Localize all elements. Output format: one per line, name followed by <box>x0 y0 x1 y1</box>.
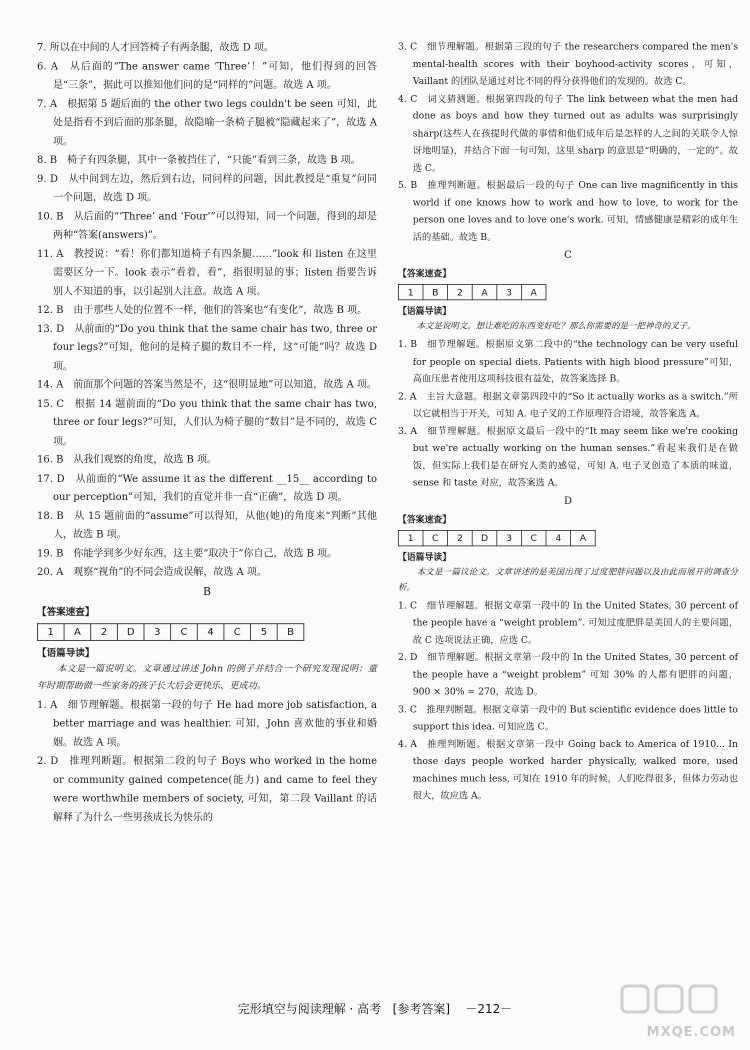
answer-explanation: 2. D 推理判断题。根据第二段的句子 Boys who worked in the home or community gained competence(能力) and came to feel they were worthwhile members of society, 可知，第二段 Vaillant 的话解释了为什么一些男孩成长为快乐的 <box>37 754 377 823</box>
passage-guide-text: 本文是一篇说明文。文章通过讲述 John 的例子并结合一个研究发现说明：童年时期帮助做一些家务的孩子长大后会更快乐、更成功。 <box>37 662 377 691</box>
answer-cell: D <box>117 623 144 640</box>
answer-cell: C <box>224 623 251 640</box>
section-heading-d: D <box>563 495 573 507</box>
answer-explanation: 9. D 从中间到左边，然后到右边，同问样的问题，因此教授是“重复”问同一个问题，故选 D 项。 <box>37 172 377 203</box>
answer-cell: 2 <box>91 623 118 640</box>
book-title: 完形填空与阅读理解 · 高考 <box>237 1002 382 1016</box>
answer-explanation: 1. A 细节理解题。根据第一段的句子 He had more job satisfaction, a better marriage and was healthier. 可知，John 喜欢他的事业和婚姻。故选 A 项。 <box>37 698 377 748</box>
answer-cell: 1 <box>37 623 64 640</box>
answer-explanation: 16. B 从我们观察的角度，故选 B 项。 <box>37 453 217 466</box>
answer-explanation: 8. B 椅子有四条腿，其中一条被挡住了，“只能”看到三条，故选 B 项。 <box>37 153 361 166</box>
watermark-text: MXQE.COM <box>646 1025 736 1040</box>
answer-explanation: 5. B 推理判断题。根据最后一段的句子 One can live magnificently in this world if one knows how to work and how to love, to work for the person one loves and to love one's work. 可知，情感健康是精彩的成年生活的基础。故选 B。 <box>398 179 738 243</box>
answer-cell: 2 <box>448 284 473 299</box>
answer-key-table-c <box>398 284 546 300</box>
answer-cell: C <box>171 623 198 640</box>
page-number: －212－ <box>465 1002 513 1016</box>
answer-explanation: 12. B 由于那些人处的位置不一样，他们的答案也“有变化”，故选 B 项。 <box>37 303 368 316</box>
answer-cell: 4 <box>546 530 571 545</box>
answer-explanation: 1. C 细节理解题。根据文章第一段中的 In the United States, 30 percent of the people have a “weight problem”. 可知过度肥胖是美国人的主要问题，故 C 选项说法正确，应选 C。 <box>398 599 738 646</box>
passage-guide-text: 本文是一篇议论文。文章讲述的是美国出现了过度肥胖问题以及由此而展开的调查分析。 <box>398 566 738 593</box>
answer-cell: D <box>472 530 497 545</box>
answer-cell: 3 <box>144 623 171 640</box>
answer-explanation: 2. A 主旨大意题。根据文章第四段中的“So it actually works as a switch.”所以它就相当于开关，可知 A. 电子叉的工作原理符合语境，故答案选 A。 <box>398 390 738 419</box>
section-heading-c: C <box>564 249 572 261</box>
answer-explanation: 3. C 推理判断题。根据文章第一段中的 But scientific evidence does little to support this idea. 可知应选 C。 <box>398 703 738 732</box>
answer-explanation: 2. D 细节理解题。根据文章第一段中的 In the United States, 30 percent of the people have a “weight problem” 可知 30% 的人都有肥胖的问题，900 × 30% = 270，故选 D。 <box>398 651 738 697</box>
answer-cell: 1 <box>398 284 423 299</box>
answer-explanation: 7. A 根据第 5 题后面的 the other two legs couldn't be seen 可知，此处是指看不到后面的那条腿，故隐喻一条椅子腿被“隐藏起来了”，故选 A 项。 <box>37 97 377 147</box>
answer-explanation: 6. A 从后面的“The answer came ‘Three’！”可知，他们得到的回答是“三条”，据此可以推知他们问的是“同样的”问题。故选 A 项。 <box>37 60 377 91</box>
answer-cell: 3 <box>497 530 522 545</box>
answer-cell: 5 <box>251 623 278 640</box>
passage-guide-text: 本文是说明文。想让难吃的东西变好吃？那么你需要的是一把神奇的叉子。 <box>416 320 696 331</box>
answer-key-label: 【答案速查】 <box>398 513 452 525</box>
answer-cell: B <box>423 284 448 299</box>
answer-explanation: 14. A 前面那个问题的答案当然是不，这“很明显地”可以知道，故选 A 项。 <box>37 378 377 391</box>
answer-explanation: 3. C 细节理解题。根据第三段的句子 the researchers compared the men's mental-health scores with their boyhood-activity scores，可知，Vaillant 的团队是通过对比不同的得分获得他们的发现的。故选 C。 <box>398 41 738 87</box>
left-top-items <box>37 38 377 581</box>
answer-explanation: 18. B 从 15 题前面的“assume”可以得知，从他(她)的角度来“判断”其他人，故选 B 项。 <box>37 509 377 541</box>
answer-explanation: 20. A 观察“视角”的不同会造成误解，故选 A 项。 <box>37 565 267 578</box>
answer-explanation: 17. D 从前面的“We assume it as the different __15__ according to our perception”可知，我们的直觉并非一直“正确”，故选 D 项。 <box>37 472 377 503</box>
passage-guide-label: 【语篇导读】 <box>398 551 452 563</box>
answer-explanation: 3. A 细节理解题。根据原文最后一段中的“It may seem like we're cooking but we're actually working on the human senses.”看起来我们是在做饭，但实际上我们是在研究人类的感觉，可知 A. 电子叉创造了本质的味道，sense 和 taste 对应，故答案选 A。 <box>398 425 738 488</box>
answer-explanation: 1. B 细节理解题。根据原文第二段中的“the technology can be very useful for people on special diets. Patients with high blood pressure”可知，高血压患者使用这项科技很有益处，故答案选择 B。 <box>398 338 738 385</box>
answer-explanation: 13. D 从前面的“Do you think that the same chair has two, three or four legs?”可知，他问的是椅子腿的数目不一样，这“可能”吗？故选 D 项。 <box>37 322 377 372</box>
answer-explanation: 4. C 词义猜测题。根据第四段的句子 The link between what the men had done as boys and how they turned out as adults was surprisingly sharp(这些人在孩提时代做的事情和他们成年后是怎样的人之间的关联令人惊讶地明显)，并结合下面一句可知，这里 sharp 的意思是“明确的，一定的”。故选 C。 <box>398 92 738 173</box>
answer-cell: 3 <box>497 284 522 299</box>
answer-explanation: 10. B 从后面的“‘Three’ and ‘Four’”可以得知，同一个问题，得到的却是两种“答案(answers)”。 <box>37 209 377 241</box>
answer-cell: A <box>472 284 497 299</box>
answer-key-label: 【答案速查】 <box>398 267 452 279</box>
answer-explanation: 19. B 你能学到多少好东西，这主要“取决于”你自己，故选 B 项。 <box>37 547 338 559</box>
answer-key-label: 【答案速查】 <box>37 605 95 618</box>
answer-cell: A <box>571 530 596 545</box>
answer-explanation: 7. 所以在中间的人才回答椅子有两条腿，故选 D 项。 <box>37 41 274 53</box>
answer-key-table-d <box>398 530 596 546</box>
answer-cell: A <box>64 623 91 640</box>
answer-explanation: 4. A 推理判断题。根据文章第一段中 Going back to America of 1910... In those days people worked harder physically, walked more, used machines much less, 可知在 1910 年的时候，人们吃得很多，但体力劳动也很大，故应选 A。 <box>398 738 738 801</box>
answer-cell: 1 <box>398 530 423 545</box>
left-column <box>37 38 377 826</box>
answer-cell: A <box>521 284 546 299</box>
answer-cell: 2 <box>448 530 473 545</box>
answer-explanation: 11. A 教授说：“看！你们都知道椅子有四条腿……”look 和 listen 在这里需要区分一下。look 表示“看着，看”，指很明显的事；listen 指要告诉别人不知道的事，以引起别人注意。故选 A 项。 <box>37 247 377 297</box>
answer-cell: C <box>521 530 546 545</box>
footer-section: [参考答案] <box>392 1002 451 1016</box>
answer-explanation: 15. C 根据 14 题前面的“Do you think that the same chair has two, three or four legs?”可知，人们认为椅子腿的“数目”是不同的，故选 C 项。 <box>37 397 377 447</box>
right-column <box>398 38 738 804</box>
answer-cell: C <box>423 530 448 545</box>
answer-key-table-b <box>37 623 304 640</box>
answer-cell: 4 <box>197 623 224 640</box>
answer-cell: B <box>277 623 304 640</box>
passage-guide-label: 【语篇导读】 <box>398 305 452 317</box>
section-heading-b: B <box>203 585 211 598</box>
passage-guide-label: 【语篇导读】 <box>37 646 95 658</box>
